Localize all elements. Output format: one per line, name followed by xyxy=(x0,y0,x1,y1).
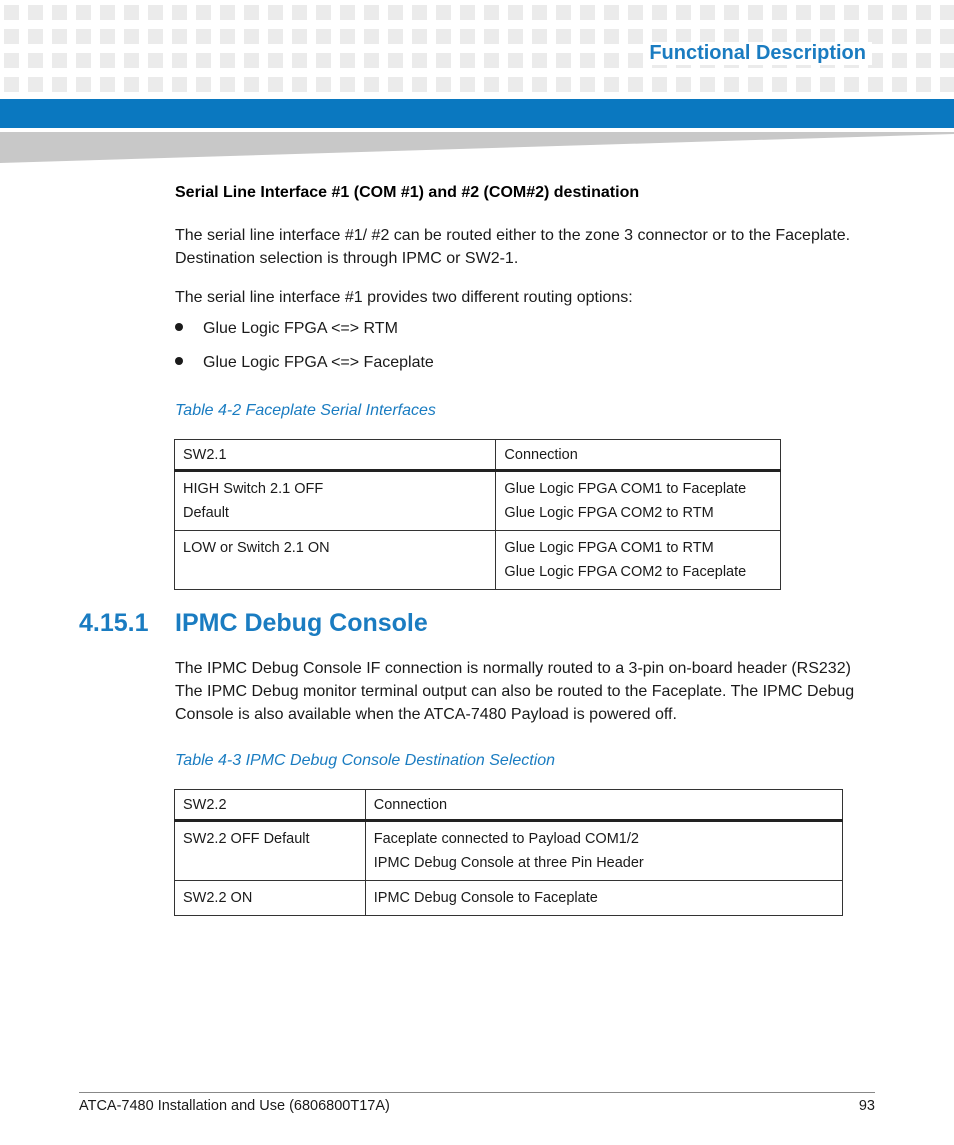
footer-page-number: 93 xyxy=(858,1098,875,1114)
table-cell xyxy=(175,821,366,881)
cell-line: IPMC Debug Console to Faceplate xyxy=(373,890,598,906)
header-band xyxy=(0,99,954,128)
table-cell xyxy=(365,881,842,916)
table-cell xyxy=(496,471,781,531)
header-wedge xyxy=(0,132,954,163)
table-cell xyxy=(365,821,842,881)
table-header-cell: Connection xyxy=(365,790,842,821)
serial-paragraph-1: The serial line interface #1/ #2 can be routed either to the zone 3 connector or to the Faceplate. Destination selection is through IPMC or SW2-1. xyxy=(175,227,851,267)
serial-interface-heading: Serial Line Interface #1 (COM #1) and #2 (COM#2) destination xyxy=(175,184,640,201)
bullet-item xyxy=(175,354,434,372)
faceplate-serial-interfaces-table xyxy=(174,439,781,590)
bullet-item xyxy=(175,320,398,338)
bullet-icon xyxy=(175,323,183,331)
serial-paragraph-2: The serial line interface #1 provides two different routing options: xyxy=(175,289,633,306)
table-cell xyxy=(175,471,496,531)
section-number: 4.15.1 xyxy=(79,609,149,637)
table-header-cell: SW2.1 xyxy=(175,440,496,471)
bullet-icon xyxy=(175,357,183,365)
cell-line: Glue Logic FPGA COM1 to RTM xyxy=(504,540,714,556)
page-header-title: Functional Description xyxy=(643,42,872,65)
section-title xyxy=(79,609,428,638)
footer-divider xyxy=(79,1092,875,1093)
ipmc-debug-destination-table xyxy=(174,789,843,916)
cell-line: Glue Logic FPGA COM1 to Faceplate xyxy=(504,481,747,497)
table-row xyxy=(175,881,843,916)
table-cell xyxy=(175,881,366,916)
bullet-text: Glue Logic FPGA <=> RTM xyxy=(203,320,398,337)
table-row xyxy=(175,471,781,531)
table-4-2-caption: Table 4-2 Faceplate Serial Interfaces xyxy=(175,402,436,419)
cell-line: IPMC Debug Console at three Pin Header xyxy=(373,855,644,871)
cell-line: HIGH Switch 2.1 OFF xyxy=(183,481,324,497)
cell-line: Glue Logic FPGA COM2 to Faceplate xyxy=(504,564,747,580)
bullet-text: Glue Logic FPGA <=> Faceplate xyxy=(203,354,434,371)
table-4-3-caption: Table 4-3 IPMC Debug Console Destination Selection xyxy=(175,752,556,769)
table-header-row xyxy=(175,790,843,821)
cell-line: LOW or Switch 2.1 ON xyxy=(183,540,330,556)
footer-document-title: ATCA-7480 Installation and Use (6806800T17A) xyxy=(79,1098,390,1114)
section-title-text: IPMC Debug Console xyxy=(175,609,428,637)
cell-line: SW2.2 ON xyxy=(183,890,253,906)
table-row xyxy=(175,821,843,881)
table-header-row xyxy=(175,440,781,471)
cell-line: Default xyxy=(183,505,229,521)
table-header-cell: SW2.2 xyxy=(175,790,366,821)
cell-line: Glue Logic FPGA COM2 to RTM xyxy=(504,505,714,521)
table-row xyxy=(175,531,781,590)
cell-line: Faceplate connected to Payload COM1/2 xyxy=(373,831,639,847)
table-cell xyxy=(496,531,781,590)
ipmc-paragraph: The IPMC Debug Console IF connection is normally routed to a 3-pin on-board header (RS232) The IPMC Debug monitor terminal output can also be routed to the Faceplate. The IPMC Debug Console is also available when the ATCA-7480 Payload is powered off. xyxy=(175,660,855,723)
table-cell xyxy=(175,531,496,590)
table-header-cell: Connection xyxy=(496,440,781,471)
cell-line: SW2.2 OFF Default xyxy=(183,831,310,847)
